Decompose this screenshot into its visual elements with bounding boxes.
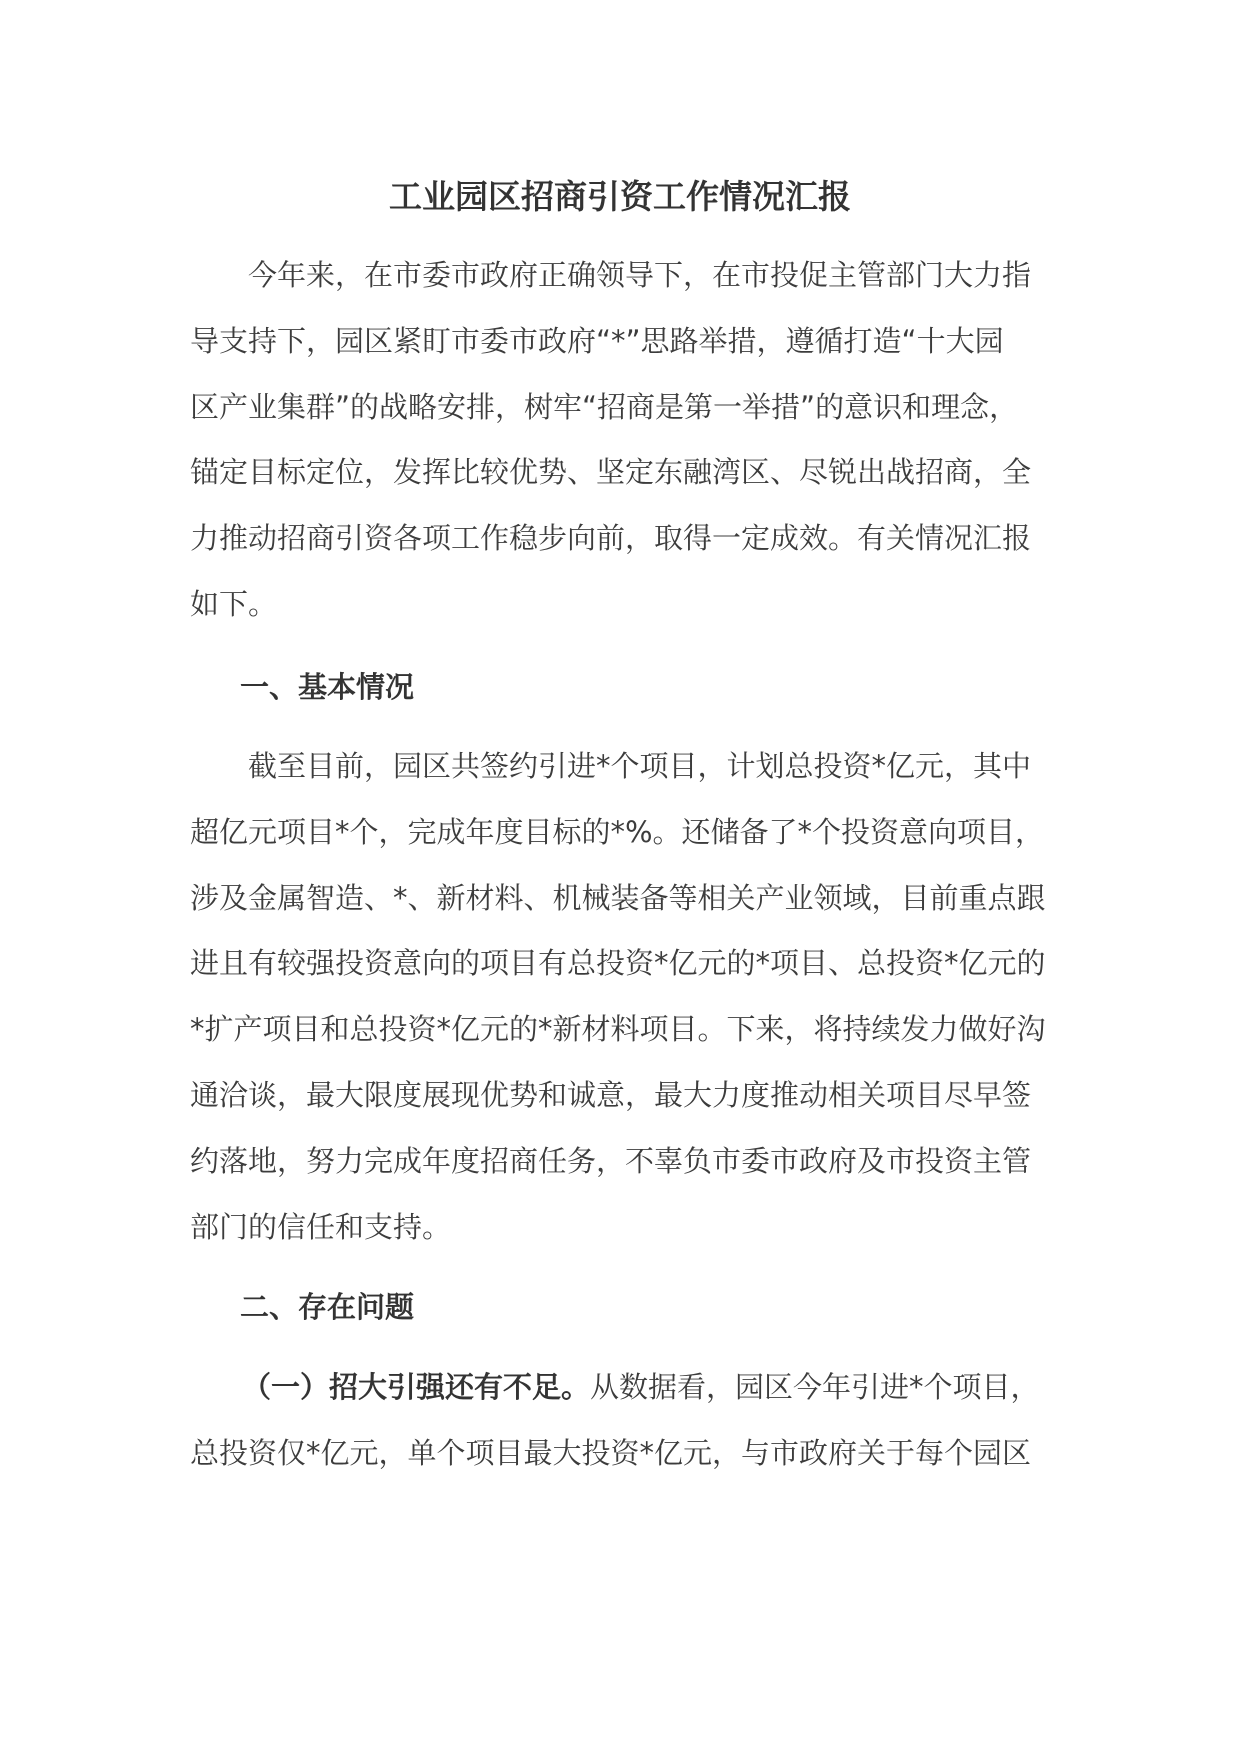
basic-situation-paragraph bbox=[190, 734, 1070, 1260]
text-line: 通洽谈，最大限度展现优势和诚意，最大力度推动相关项目尽早签 bbox=[190, 1077, 1032, 1112]
text-line: 约落地，努力完成年度招商任务，不辜负市委市政府及市投资主管 bbox=[190, 1143, 1032, 1178]
text-line: 进且有较强投资意向的项目有总投资*亿元的*项目、总投资*亿元的 bbox=[190, 946, 1046, 981]
text-line: 区产业集群”的战略安排，树牢“招商是第一举措”的意识和理念， bbox=[190, 389, 1019, 424]
text-line: 导支持下，园区紧盯市委市政府“*”思路举措，遵循打造“十大园 bbox=[190, 323, 1004, 358]
section-heading-problems: 二、存在问题 bbox=[240, 1290, 415, 1324]
section-heading-basic: 一、基本情况 bbox=[240, 670, 415, 704]
text-line: 截至目前，园区共签约引进*个项目，计划总投资*亿元，其中 bbox=[190, 749, 1032, 783]
intro-paragraph bbox=[190, 243, 1070, 638]
text-run: 从数据看，园区今年引进*个项目， bbox=[590, 1370, 1040, 1404]
subheading-bold: （一）招大引强还有不足。 bbox=[242, 1370, 591, 1404]
text-line: 如下。 bbox=[190, 586, 278, 621]
text-line: 总投资仅*亿元，单个项目最大投资*亿元，与市政府关于每个园区 bbox=[190, 1435, 1032, 1470]
problems-paragraph bbox=[190, 1355, 1070, 1487]
text-line: 涉及金属智造、*、新材料、机械装备等相关产业领域，目前重点跟 bbox=[190, 880, 1046, 915]
text-line: 锚定目标定位，发挥比较优势、坚定东融湾区、尽锐出战招商，全 bbox=[190, 455, 1032, 490]
text-line: 超亿元项目*个，完成年度目标的*%。还储备了*个投资意向项目， bbox=[190, 814, 1045, 849]
text-line bbox=[190, 1355, 1070, 1421]
text-line: *扩产项目和总投资*亿元的*新材料项目。下来，将持续发力做好沟 bbox=[190, 1012, 1046, 1047]
text-line: 今年来，在市委市政府正确领导下，在市投促主管部门大力指 bbox=[190, 258, 1032, 292]
document-title: 工业园区招商引资工作情况汇报 bbox=[389, 177, 851, 216]
text-line: 部门的信任和支持。 bbox=[190, 1209, 452, 1244]
text-line: 力推动招商引资各项工作稳步向前，取得一定成效。有关情况汇报 bbox=[190, 521, 1032, 556]
